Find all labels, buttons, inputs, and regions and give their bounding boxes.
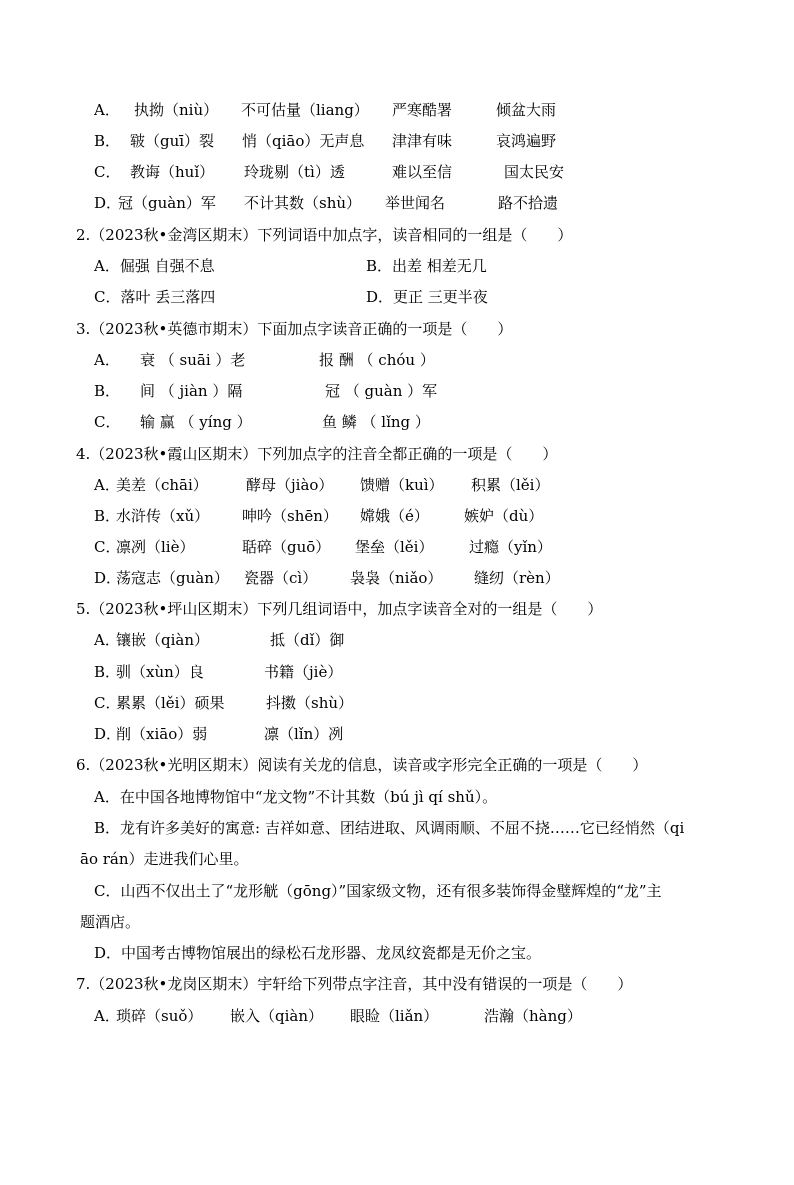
option-item: 聒碎（guō） [242,538,331,556]
option-item: 嵌入（qiàn） [230,1007,324,1025]
option-item: 执拗（niù） [134,101,219,119]
option-item: 抵（dǐ）御 [270,631,345,649]
option-letter: A． [94,476,120,494]
q6-option-b-continued: āo rán）走进我们心里。 [80,850,249,868]
option-letter: C． [94,538,121,556]
option-letter: D． [94,569,122,587]
option-letter: B． [94,507,121,525]
option-item: 不计其数（shù） [244,194,362,212]
option-letter: C． [94,413,121,431]
option-item: 冠 （ guàn ）军 [325,382,438,400]
option-item: 国太民安 [504,163,565,181]
q2-stem: 2.（2023秋•金湾区期末）下列词语中加点字，读音相同的一组是（ ） [76,226,573,244]
q1-option-d [94,190,559,216]
option-letter: B． [94,382,121,400]
option-item: 哀鸿遍野 [496,132,557,150]
option-item: 凛冽（liè） [116,538,195,556]
option-item: 抖擞（shù） [266,694,354,712]
option-letter: A． [94,631,120,649]
q5-option-d [94,721,344,747]
q3-option-b [94,378,438,404]
q1-option-b [94,128,557,154]
q4-option-a [94,472,550,498]
q4-option-d [94,565,560,591]
option-item: 美差（chāi） [116,476,208,494]
option-letter: C． [94,694,121,712]
q1-option-a [94,97,557,123]
q7-stem: 7.（2023秋•龙岗区期末）宇轩给下列带点字注音，其中没有错误的一项是（ ） [76,975,633,993]
q3-option-c [94,409,430,435]
q5-stem: 5.（2023秋•坪山区期末）下列几组词语中，加点字读音全对的一组是（ ） [76,600,603,618]
option-item: 荡寇志（guàn） [116,569,229,587]
q3-stem: 3.（2023秋•英德市期末）下面加点字读音正确的一项是（ ） [76,320,513,338]
q1-option-c [94,159,565,185]
q2-options-row-1 [94,253,487,279]
option-item: 琐碎（suǒ） [116,1007,203,1025]
option-item: 举世闻名 [385,194,446,212]
option-item: 嫉妒（dù） [464,507,544,525]
q4-stem: 4.（2023秋•霞山区期末）下列加点字的注音全都正确的一项是（ ） [76,445,558,463]
q4-option-b [94,503,544,529]
option-item: B．出差 相差无几 [366,257,487,275]
option-letter: A． [94,351,120,369]
option-item: 输 赢 （ yíng ） [140,413,252,431]
option-item: 眼睑（liǎn） [350,1007,439,1025]
option-item: 馈赠（kuì） [360,476,444,494]
q4-option-c [94,534,552,560]
q6-option-b: B．龙有许多美好的寓意: 吉祥如意、团结进取、风调雨顺、不屈不挠……它已经悄然（qi [94,819,685,837]
q2-options-row-2 [94,284,488,310]
option-item: 缝纫（rèn） [474,569,560,587]
option-item: 教诲（huǐ） [130,163,215,181]
option-item: D．更正 三更半夜 [366,288,488,306]
q6-option-c: C．山西不仅出土了“龙形觥（gōng）”国家级文物，还有很多装饰得金璧辉煌的“龙”主 [94,882,662,900]
option-item: 书籍（jiè） [264,663,343,681]
option-item: 难以至信 [392,163,453,181]
option-letter: C． [94,163,121,181]
option-item: 驯（xùn）良 [116,663,204,681]
q5-option-c [94,690,354,716]
option-letter: B． [94,132,121,150]
option-item: 路不拾遗 [498,194,559,212]
option-item: 玲珑剔（tì）透 [244,163,345,181]
option-item: 间 （ jiàn ）隔 [140,382,243,400]
option-item: 衰 （ suāi ）老 [140,351,246,369]
option-item: 报 酬 （ chóu ） [319,351,435,369]
q5-option-a [94,627,345,653]
option-item: 严寒酷署 [392,101,453,119]
option-letter: D． [94,194,122,212]
option-item: 呻吟（shēn） [242,507,338,525]
option-item: 浩瀚（hàng） [484,1007,582,1025]
option-item: A．倔强 自强不息 [94,257,215,275]
option-letter: A． [94,1007,120,1025]
option-item: 削（xiāo）弱 [116,725,208,743]
option-item: 倾盆大雨 [496,101,557,119]
option-item: 过瘾（yǐn） [469,538,552,556]
option-item: 不可估量（liang） [241,101,369,119]
q6-option-a: A．在中国各地博物馆中“龙文物”不计其数（bú jì qí shǔ）。 [94,788,498,806]
option-item: 镶嵌（qiàn） [116,631,210,649]
q6-option-d: D．中国考古博物馆展出的绿松石龙形器、龙凤纹瓷都是无价之宝。 [94,944,542,962]
option-item: C．落叶 丢三落四 [94,288,216,306]
option-item: 皲（guī）裂 [130,132,215,150]
option-letter: D． [94,725,122,743]
q6-stem: 6.（2023秋•光明区期末）阅读有关龙的信息，读音或字形完全正确的一项是（ ） [76,756,648,774]
option-item: 积累（lěi） [471,476,550,494]
q5-option-b [94,659,343,685]
option-item: 鱼 鳞 （ lǐng ） [322,413,430,431]
option-item: 悄（qiāo）无声息 [242,132,365,150]
option-item: 津津有味 [392,132,453,150]
option-item: 袅袅（niǎo） [350,569,443,587]
option-item: 嫦娥（é） [360,507,429,525]
option-item: 瓷器（cì） [244,569,318,587]
option-item: 酵母（jiào） [246,476,334,494]
q6-option-c-continued: 题酒店。 [80,913,141,931]
q3-option-a [94,347,435,373]
option-item: 凛（lǐn）冽 [264,725,344,743]
option-item: 冠（guàn）军 [118,194,216,212]
option-letter: B． [94,663,121,681]
option-item: 水浒传（xǔ） [116,507,210,525]
option-item: 累累（lěi）硕果 [116,694,225,712]
option-item: 堡垒（lěi） [355,538,434,556]
option-letter: A． [94,101,120,119]
q7-option-a [94,1003,582,1029]
